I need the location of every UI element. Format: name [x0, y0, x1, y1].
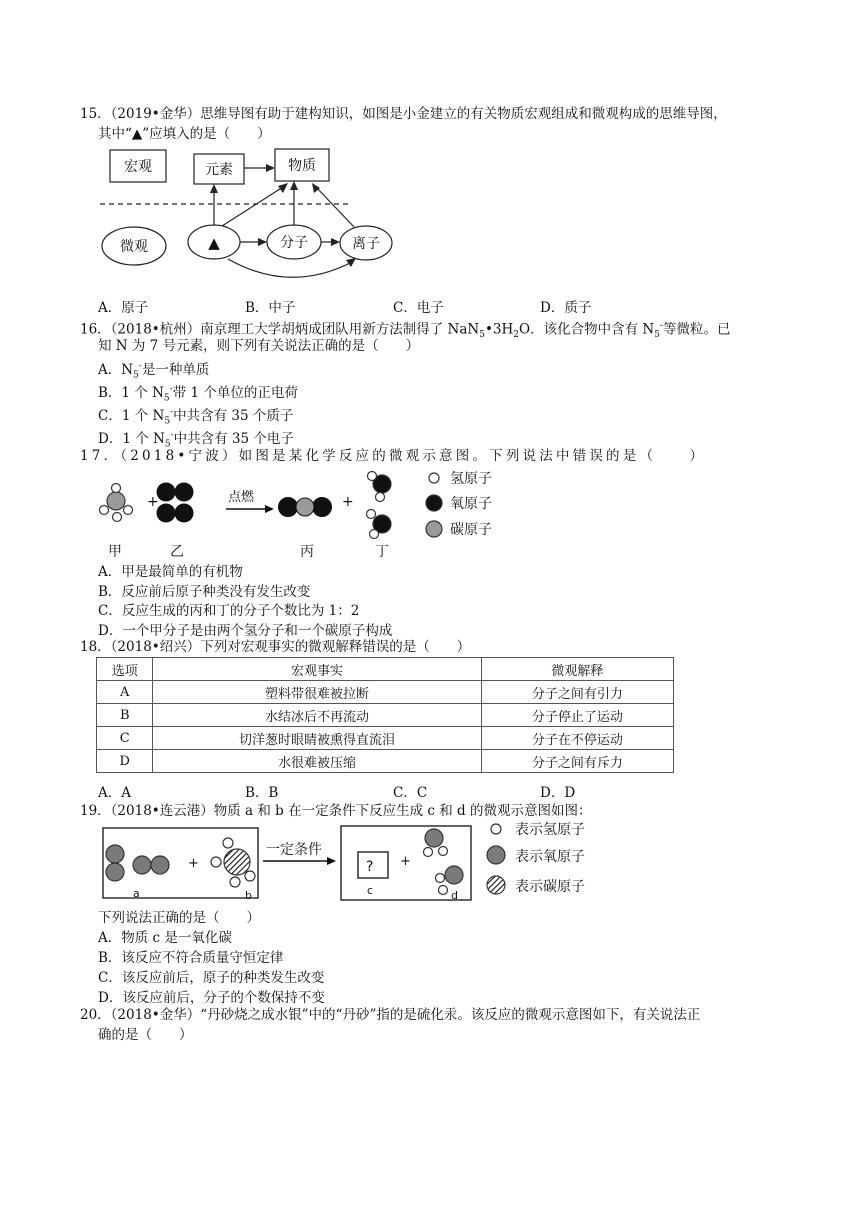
q17-option-a[interactable]: A．甲是最简单的有机物 [98, 564, 243, 580]
header-cell: 宏观事实 [153, 658, 481, 681]
q18-option-c[interactable]: C．C [393, 785, 428, 801]
macro-label: 宏观 [124, 159, 152, 175]
table-row [97, 681, 674, 704]
table-cell: 分子之间有引力 [481, 681, 673, 704]
table-cell: C [97, 727, 153, 750]
table-cell: 塑料带很难被拉断 [153, 681, 481, 704]
legend-carbon: 表示碳原子 [515, 879, 585, 895]
legend-carbon: 碳原子 [450, 522, 492, 538]
plus-sign-a: + [188, 856, 199, 871]
q19-reaction-diagram [98, 820, 618, 906]
substance-label: 物质 [288, 158, 316, 174]
legend-hydrogen: 氢原子 [450, 471, 492, 487]
q19-option-a[interactable]: A．物质 c 是一氧化碳 [98, 930, 232, 946]
q18-table [96, 657, 674, 773]
q15-option-c[interactable]: C．电子 [393, 300, 444, 316]
q17-reaction-diagram [90, 466, 520, 560]
table-row [97, 750, 674, 773]
unknown-mark: ? [366, 859, 374, 875]
q16-option-b[interactable]: B．1 个 $N_5^-$带 1 个单位的正电荷 [98, 384, 298, 404]
header-cell: 微观解释 [481, 658, 673, 681]
q20-stem-line2: 确的是（ ） [98, 1027, 193, 1043]
q15-option-a[interactable]: A．原子 [98, 300, 149, 316]
ion-label: 离子 [352, 236, 380, 252]
q15-mind-map-diagram [100, 144, 400, 294]
q18-option-d[interactable]: D．D [540, 785, 576, 801]
q16-option-a[interactable]: A．$N_5^-$是一种单质 [98, 361, 210, 381]
q17-option-d[interactable]: D．一个甲分子是由两个氢分子和一个碳原子构成 [98, 623, 393, 639]
plus-sign-c: + [400, 854, 411, 869]
table-row [97, 704, 674, 727]
label-ding: 丁 [375, 544, 389, 560]
q16-option-d[interactable]: D．1 个 $N_5^-$中共含有 35 个电子 [98, 430, 294, 450]
label-b: b [245, 889, 252, 902]
q15-stem-line1: 15．（2019•金华）思维导图有助于建构知识，如图是小金建立的有关物质宏观组成和微观构成的思维导图， [80, 106, 727, 122]
micro-label: 微观 [120, 239, 148, 255]
q17-option-c[interactable]: C．反应生成的丙和丁的分子个数比为 1：2 [98, 603, 360, 619]
q15-option-b[interactable]: B．中子 [245, 300, 296, 316]
element-label: 元素 [205, 162, 233, 178]
table-cell: 水很难被压缩 [153, 750, 481, 773]
q19-option-d[interactable]: D．该反应前后，分子的个数保持不变 [98, 990, 325, 1006]
label-d: d [451, 889, 458, 902]
q19-option-b[interactable]: B．该反应不符合质量守恒定律 [98, 950, 284, 966]
table-cell: 分子之间有斥力 [481, 750, 673, 773]
q16-option-c[interactable]: C．1 个 $N_5^-$中共含有 35 个质子 [98, 407, 294, 427]
q17-option-b[interactable]: B．反应前后原子种类没有发生改变 [98, 584, 311, 600]
q16-stem-line2: 知 N 为 7 号元素，则下列有关说法正确的是（ ） [98, 338, 420, 354]
q19-prompt: 下列说法正确的是（ ） [98, 910, 260, 926]
q18-option-a[interactable]: A．A [98, 785, 131, 801]
triangle-label: ▲ [208, 234, 220, 252]
condition-label: 点燃 [228, 490, 255, 505]
table-cell: D [97, 750, 153, 773]
table-cell: 水结冰后不再流动 [153, 704, 481, 727]
q16-stem-line1: 16．（2018•杭州）南京理工大学胡炳成团队用新方法制得了 $NaN_5•3H_2O$．该化合物中含有 $N_5^-$等微粒。已 [80, 321, 731, 341]
table-header-row [97, 658, 674, 681]
label-yi: 乙 [170, 544, 184, 560]
table-cell: 切洋葱时眼睛被熏得直流泪 [153, 727, 481, 750]
plus-sign-2: + [342, 494, 354, 510]
condition-label: 一定条件 [266, 842, 322, 858]
q17-stem: 17．（2018•宁波）如图是某化学反应的微观示意图。下列说法中错误的是（ ） [80, 448, 707, 464]
q18-stem: 18．（2018•绍兴）下列对宏观事实的微观解释错误的是（ ） [80, 639, 471, 655]
header-cell: 选项 [97, 658, 153, 681]
q19-stem: 19．（2018•连云港）物质 a 和 b 在一定条件下反应生成 c 和 d 的微观示意图如图： [80, 803, 592, 819]
table-cell: 分子在不停运动 [481, 727, 673, 750]
table-cell: A [97, 681, 153, 704]
plus-sign-1: + [147, 494, 159, 510]
legend-oxygen: 表示氧原子 [515, 849, 585, 865]
molecule-label: 分子 [280, 235, 308, 251]
q15-stem-line2: 其中“▲”应填入的是（ ） [98, 126, 271, 142]
label-jia: 甲 [108, 544, 122, 560]
legend-hydrogen: 表示氢原子 [515, 822, 585, 838]
q18-option-b[interactable]: B．B [245, 785, 279, 801]
label-c: c [367, 884, 374, 897]
q15-option-d[interactable]: D．质子 [540, 300, 592, 316]
label-a: a [133, 887, 140, 900]
q20-stem-line1: 20．（2018•金华）“丹砂烧之成水银”中的“丹砂”指的是硫化汞。该反应的微观示意图如下，有关说法正 [80, 1007, 701, 1023]
label-bing: 丙 [300, 544, 314, 560]
q19-option-c[interactable]: C．该反应前后，原子的种类发生改变 [98, 970, 325, 986]
table-cell: 分子停止了运动 [481, 704, 673, 727]
legend-oxygen: 氧原子 [450, 496, 492, 512]
table-cell: B [97, 704, 153, 727]
table-row [97, 727, 674, 750]
